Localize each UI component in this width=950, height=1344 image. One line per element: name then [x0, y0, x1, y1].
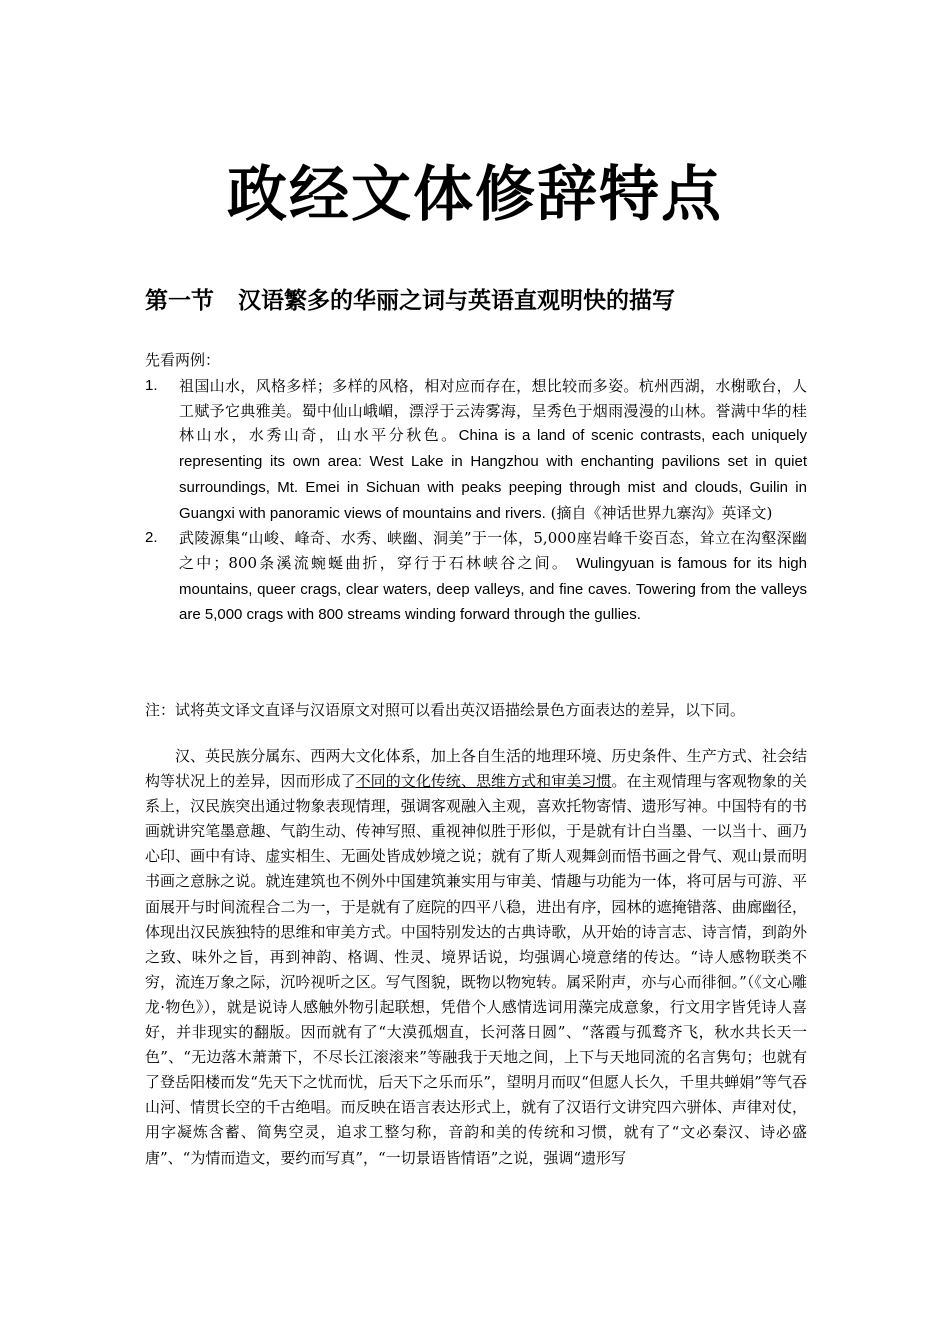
body-paragraph — [145, 744, 807, 1171]
list-item-number: 2. — [145, 529, 158, 547]
document-title: 政经文体修辞特点 — [227, 160, 723, 230]
intro-text: 先看两例： — [145, 351, 221, 369]
body-text-after: 。在主观情理与客观物象的关系上，汉民族突出通过物象表现情理，强调客观融入主观，喜欢托物寄情、遗形写神。中国特有的书画就讲究笔墨意趣、气韵生动、传神写照、重视神似胜于形似，于是就有计白当墨、一以当十、画乃心印、画中有诗、虚实相生、无画处皆成妙境之说；就有了斯人观舞剑而悟书画之骨气、观山景而明书画之意脉之说。就连建筑也不例外中国建筑兼实用与审美、情趣与功能为一体，将可居与可游、平面展开与时间流程合二为一，于是就有了庭院的四平八稳，进出有序，园林的遮掩错落、曲廊幽径，体现出汉民族独特的思维和审美方式。中国特别发达的古典诗歌，从开始的诗言志、诗言情，到韵外之致、味外之旨，再到神韵、格调、性灵、境界话说，均强调心境意绪的传达。“诗人感物联类不穷，流连万象之际，沉吟视听之区。写气图貌，既物以物宛转。属采附声，亦与心而徘徊。”（《文心雕龙·物色》），就是说诗人感触外物引起联想，凭借个人感情选词用藻完成意象，行文用字皆凭诗人喜好，并非现实的翻版。因而就有了“大漠孤烟直，长河落日圆”、“落霞与孤鹜齐飞，秋水共长天一色”、“无边落木萧萧下，不尽长江滚滚来”等融我于天地之间，上下与天地同流的名言隽句；也就有了登岳阳楼而发“先天下之忧而忧，后天下之乐而乐”，望明月而叹“但愿人长久，千里共蝉娟”等气吞山河、情贯长空的千古绝唱。而反映在语言表达形式上，就有了汉语行文讲究四六骈体、声律对仗，用字凝炼含蓄、简隽空灵，追求工整匀称，音韵和美的传统和习惯，就有了“文必秦汉、诗必盛唐”、“为情而造文，要约而写真”，“一切景语皆情语”之说，强调“遗形写 — [145, 772, 807, 1167]
example-english: Wulingyuan is famous for its high mountains, queer crags, clear waters, deep valleys, and fine caves. Towering from the valleys are 5,000 crags with 800 streams winding forward through the gullies. — [179, 554, 807, 624]
example-source: (摘自《神话世界九寨沟》英译文) — [545, 503, 773, 522]
example-chinese: 武陵源集“山峻、峰奇、水秀、峡幽、洞美”于一体，5,000座岩峰千姿百态，耸立在沟壑深幽之中；800条溪流蜿蜒曲折，穿行于石林峡谷之间。 — [179, 529, 807, 572]
list-item-number: 1. — [145, 377, 158, 394]
example-chinese: 祖国山水，风格多样；多样的风格，相对应而存在，想比较而多姿。杭州西湖，水榭歌台，人工赋予它典雅美。蜀中仙山峨嵋，漂浮于云涛雾海，呈秀色于烟雨漫漫的山林。誉满中华的桂林山水，水秀山奇，山水平分秋色。 — [179, 377, 807, 445]
list-item — [145, 526, 807, 628]
example-english: China is a land of scenic contrasts, each uniquely representing its own area: West Lake in Hangzhou with enchanting pavilions set in quiet surroundings, Mt. Emei in Sichuan with peaks peeping through mist and clouds, Guilin in Guangxi with panoramic views of mountains and rivers. — [179, 427, 807, 522]
section-heading — [145, 284, 825, 318]
section-title: 汉语繁多的华丽之词与英语直观明快的描写 — [238, 288, 675, 314]
example-list — [145, 374, 807, 628]
section-number: 第一节 — [145, 288, 214, 314]
note-text: 注：试将英文译文直译与汉语原文对照可以看出英汉语描绘景色方面表达的差异，以下同。 — [145, 701, 746, 719]
list-item — [145, 374, 807, 526]
body-text-before: 汉、英民族分属东、西两大文化体系，加上各自生活的地理环境、历史条件、生产方式、社会结构等状况上的差异，因而形成了 — [145, 747, 807, 791]
body-underlined-phrase: 不同的文化传统、思维方式和审美习惯 — [355, 772, 612, 791]
